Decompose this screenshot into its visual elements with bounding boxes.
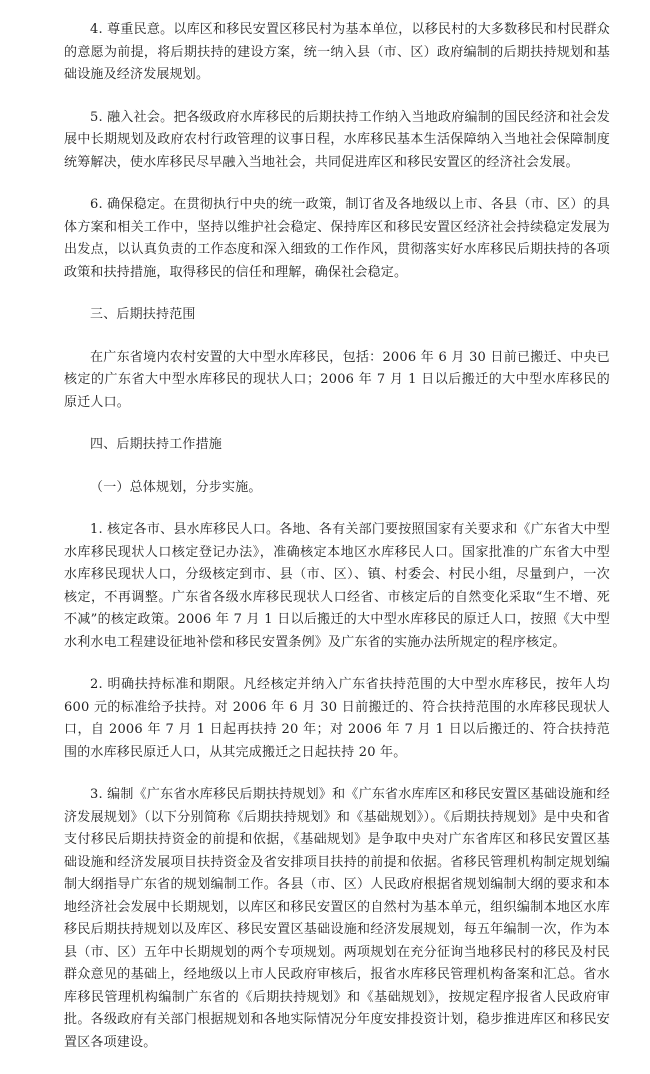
paragraph-verify-population: 1. 核定各市、县水库移民人口。各地、各有关部门要按照国家有关要求和《广东省大中型水库移民现状人口核定登记办法》，准确核定本地区水库移民人口。国家批准的广东省大中型水库移民现状人口，分级核定到市、县（市、区）、镇、村委会、村民小组，尽量到户，一次核定，不再调整。广东省各级水库移民现状人口经省、市核定后的自然变化采取“生不增、死不减”的核定政策。2006 年 7 月 1 日以后搬迁的大中型水库移民的原迁人口，按照《大中型水利水电工程建设征地补偿和移民安置条例》及广东省的实施办法所规定的程序核定。 bbox=[64, 522, 610, 650]
subsection-heading-general-plan: （一）总体规划，分步实施。 bbox=[90, 479, 262, 495]
paragraph-ensure-stability: 6. 确保稳定。在贯彻执行中央的统一政策，制订省及各地级以上市、各县（市、区）的具体方案和相关工作中，坚持以维护社会稳定、保持库区和移民安置区经济社会持续稳定发展为出发点，以认真负责的工作态度和深入细致的工作作风，贯彻落实好水库移民后期扶持的各项政策和扶持措施，取得移民的信任和理解，确保社会稳定。 bbox=[64, 197, 610, 280]
paragraph-respect-public-will: 4. 尊重民意。以库区和移民安置区移民村为基本单位，以移民村的大多数移民和村民群众的意愿为前提，将后期扶持的建设方案，统一纳入县（市、区）政府编制的后期扶持规划和基础设施及经济发展规划。 bbox=[64, 22, 610, 82]
section-heading-measures: 四、后期扶持工作措施 bbox=[90, 437, 223, 452]
paragraph-compile-plans: 3. 编制《广东省水库移民后期扶持规划》和《广东省水库库区和移民安置区基础设施和经济发展规划》（以下分别简称《后期扶持规划》和《基础规划》）。《后期扶持规划》是中央和省支付移民后期扶持资金的前提和依据，《基础规划》是争取中央对广东省库区和移民安置区基础设施和经济发展项目扶持资金及省安排项目扶持的前提和依据。省移民管理机构制定规划编制大纲指导广东省的规划编制工作。各县（市、区）人民政府根据省规划编制大纲的要求和本地经济社会发展中长期规划，以库区和移民安置区的自然村为基本单元，组织编制本地区水库移民后期扶持规划以及库区、移民安置区基础设施和经济发展规划，每五年编制一次，作为本县（市、区）五年中长期规划的两个专项规划。两项规划在充分征询当地移民村的移民及村民群众意见的基础上，经地级以上市人民政府审核后，报省水库移民管理机构备案和汇总。省水库移民管理机构编制广东省的《后期扶持规划》和《基础规划》，按规定程序报省人民政府审批。各级政府有关部门根据规划和各地实际情况分年度安排投资计划，稳步推进库区和移民安置区各项建设。 bbox=[64, 787, 610, 1050]
paragraph-support-standard: 2. 明确扶持标准和期限。凡经核定并纳入广东省扶持范围的大中型水库移民，按年人均 600 元的标准给予扶持。对 2006 年 6 月 30 日前搬迁的、符合扶持范围的水库移民现状人口，自 2006 年 7 月 1 日起再扶持 20 年；对 2006 年 7 月 1 日以后搬迁的、符合扶持范围的水库移民原迁人口，从其完成搬迁之日起扶持 20 年。 bbox=[64, 677, 610, 760]
paragraph-scope: 在广东省境内农村安置的大中型水库移民，包括：2006 年 6 月 30 日前已搬迁、中央已核定的广东省大中型水库移民的现状人口；2006 年 7 月 1 日以后搬迁的大中型水库移民的原迁人口。 bbox=[64, 349, 610, 410]
document-body bbox=[64, 19, 610, 1074]
paragraph-integrate-society: 5. 融入社会。把各级政府水库移民的后期扶持工作纳入当地政府编制的国民经济和社会发展中长期规划及政府农村行政管理的议事日程，水库移民基本生活保障纳入当地社会保障制度统筹解决，使水库移民尽早融入当地社会，共同促进库区和移民安置区的经济社会发展。 bbox=[64, 109, 610, 170]
section-heading-scope: 三、后期扶持范围 bbox=[90, 307, 196, 322]
